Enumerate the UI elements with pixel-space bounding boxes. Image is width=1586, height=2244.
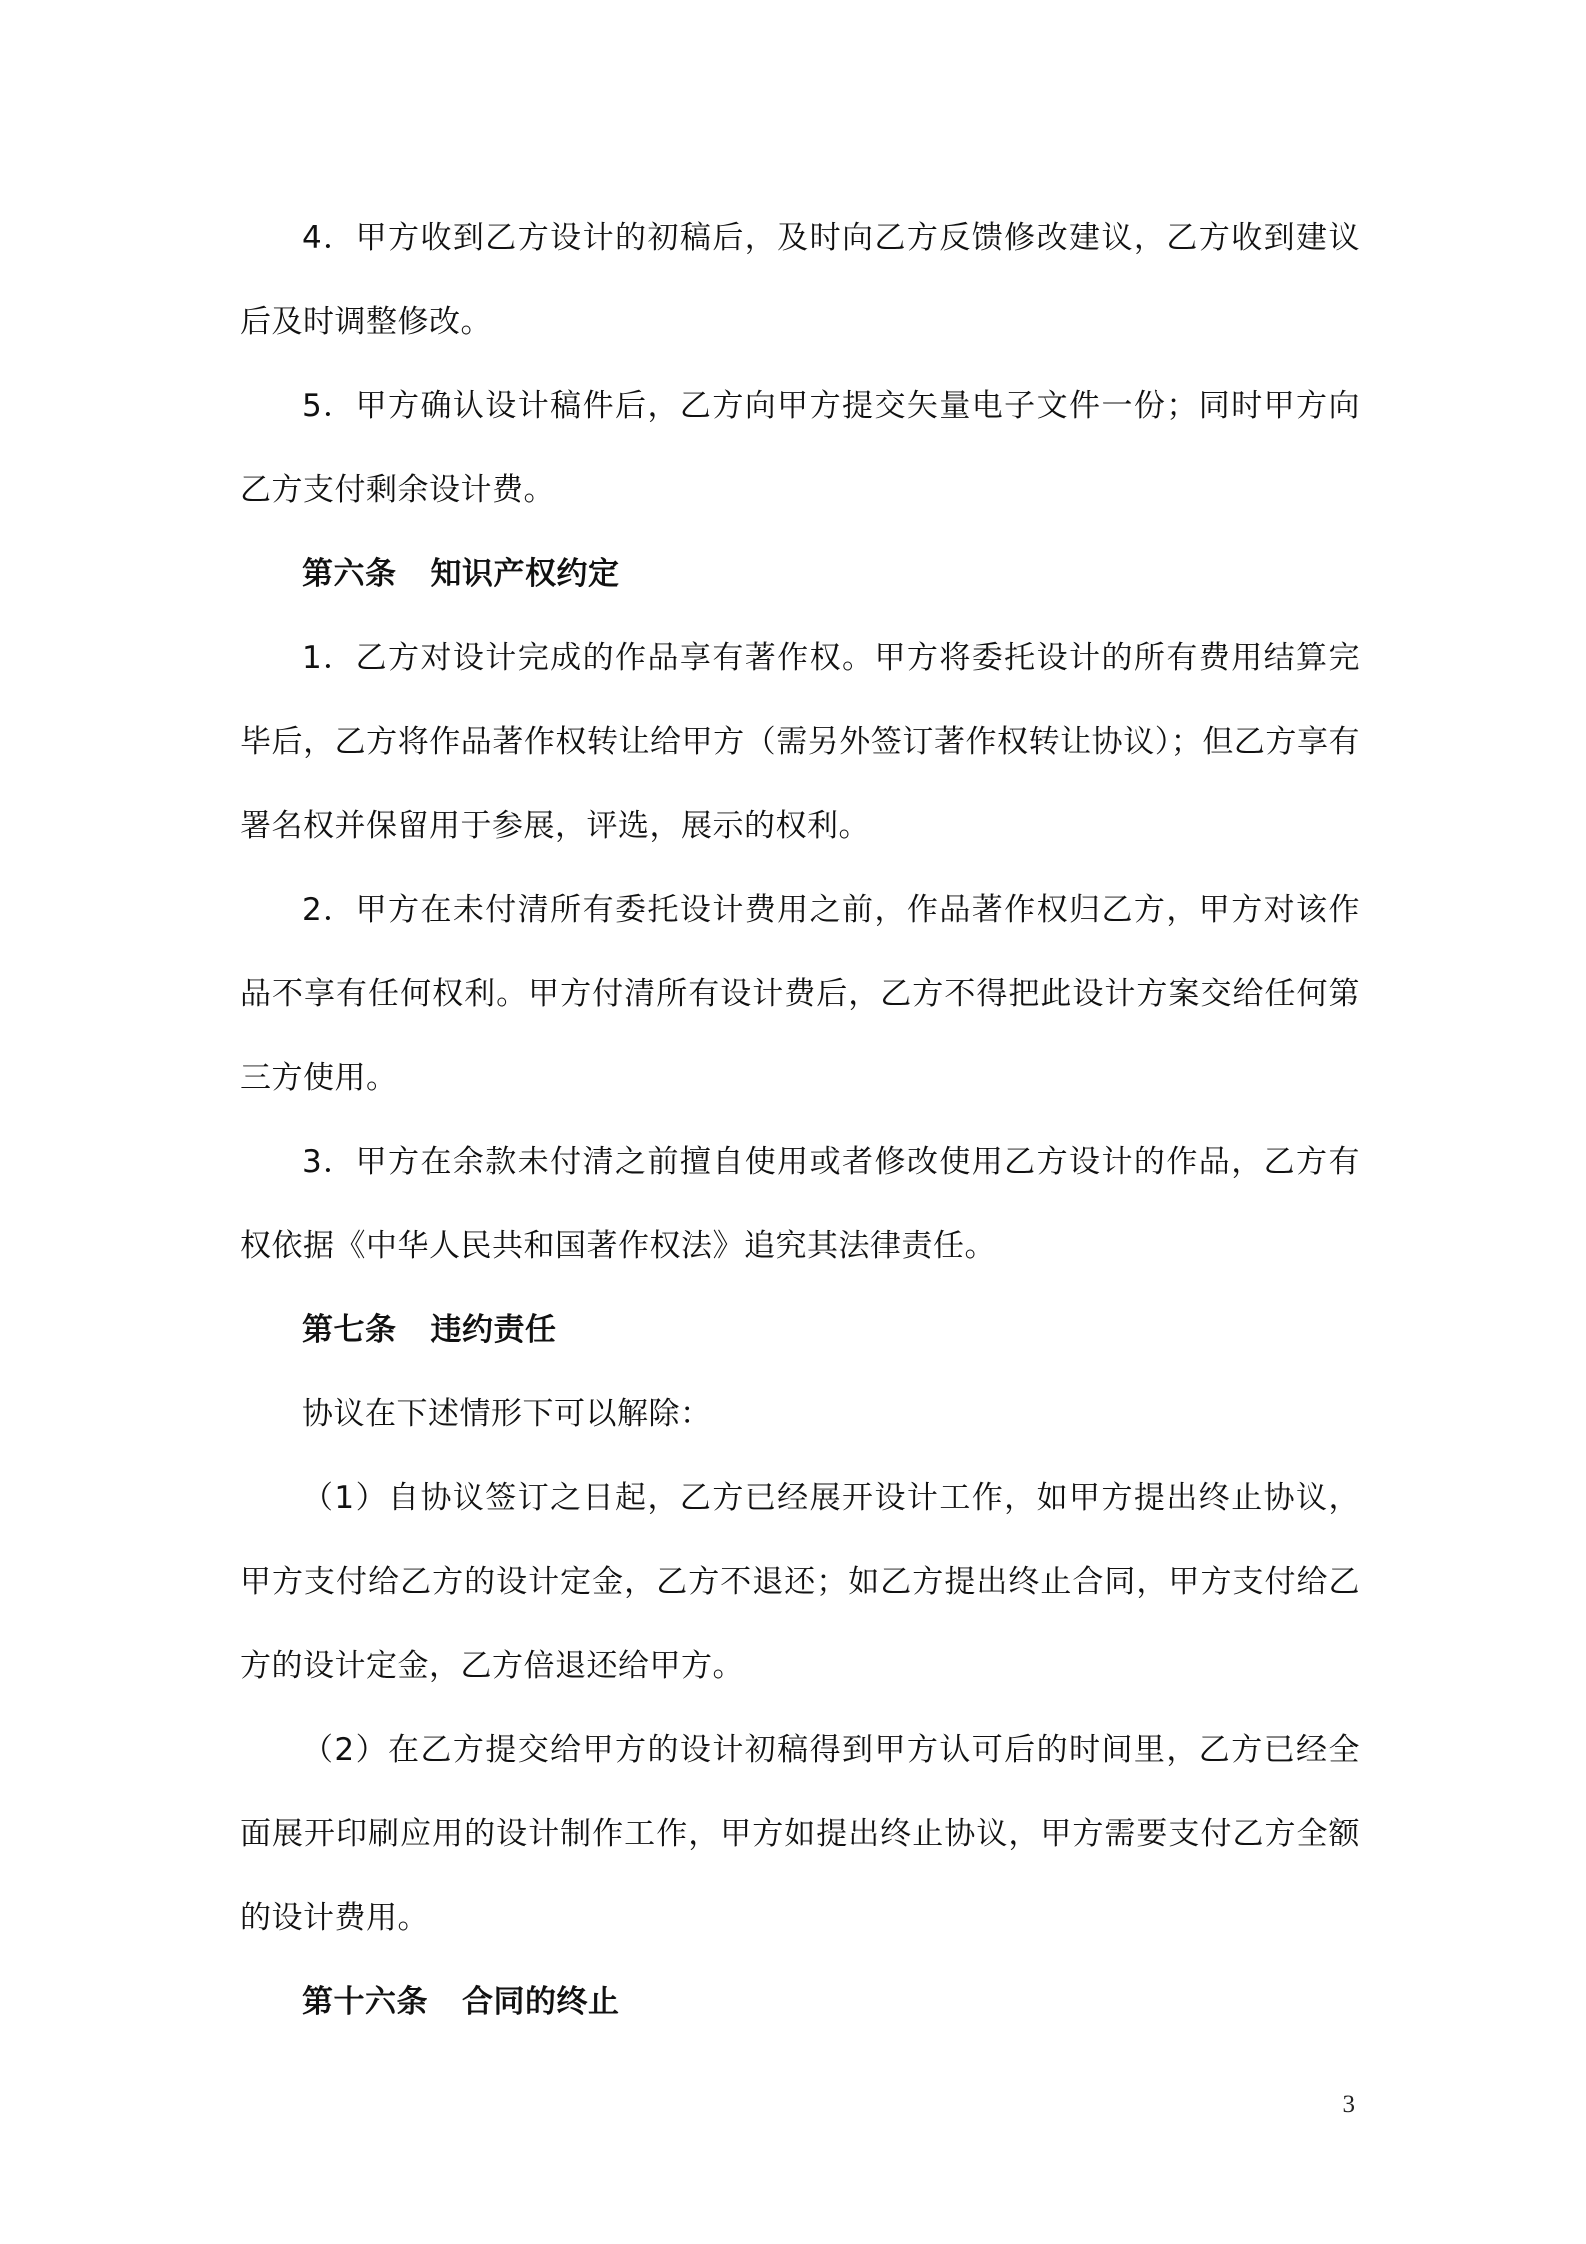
- article-heading: [240, 1288, 1360, 1372]
- article-title: 违约责任: [430, 1312, 557, 1348]
- article-title: 知识产权约定: [430, 556, 620, 592]
- clause-paragraph: 2．甲方在未付清所有委托设计费用之前，作品著作权归乙方，甲方对该作品不享有任何权利。甲方付清所有设计费后，乙方不得把此设计方案交给任何第三方使用。: [240, 892, 1360, 1096]
- article-number: 第六条: [302, 556, 397, 592]
- article-title: 合同的终止: [462, 1984, 620, 2020]
- clause-paragraph: 3．甲方在余款未付清之前擅自使用或者修改使用乙方设计的作品，乙方有权依据《中华人民共和国著作权法》追究其法律责任。: [240, 1144, 1360, 1264]
- clause-paragraph: 4．甲方收到乙方设计的初稿后，及时向乙方反馈修改建议，乙方收到建议后及时调整修改。: [240, 220, 1360, 340]
- clause-paragraph: 协议在下述情形下可以解除：: [302, 1396, 712, 1432]
- article-heading: [240, 1960, 1360, 2044]
- clause-paragraph: 5．甲方确认设计稿件后，乙方向甲方提交矢量电子文件一份；同时甲方向乙方支付剩余设计费。: [240, 388, 1360, 508]
- clause-paragraph: （1）自协议签订之日起，乙方已经展开设计工作，如甲方提出终止协议，甲方支付给乙方的设计定金，乙方不退还；如乙方提出终止合同，甲方支付给乙方的设计定金，乙方倍退还给甲方。: [240, 1480, 1360, 1684]
- article-number: 第七条: [302, 1312, 397, 1348]
- clause-paragraph: 1．乙方对设计完成的作品享有著作权。甲方将委托设计的所有费用结算完毕后，乙方将作品著作权转让给甲方（需另外签订著作权转让协议）；但乙方享有署名权并保留用于参展，评选，展示的权利。: [240, 640, 1360, 844]
- page-number: 3: [1342, 2091, 1355, 2118]
- document-body: [240, 196, 1360, 2044]
- article-heading: [240, 532, 1360, 616]
- article-number: 第十六条: [302, 1984, 428, 2020]
- clause-paragraph: （2）在乙方提交给甲方的设计初稿得到甲方认可后的时间里，乙方已经全面展开印刷应用的设计制作工作，甲方如提出终止协议，甲方需要支付乙方全额的设计费用。: [240, 1732, 1360, 1936]
